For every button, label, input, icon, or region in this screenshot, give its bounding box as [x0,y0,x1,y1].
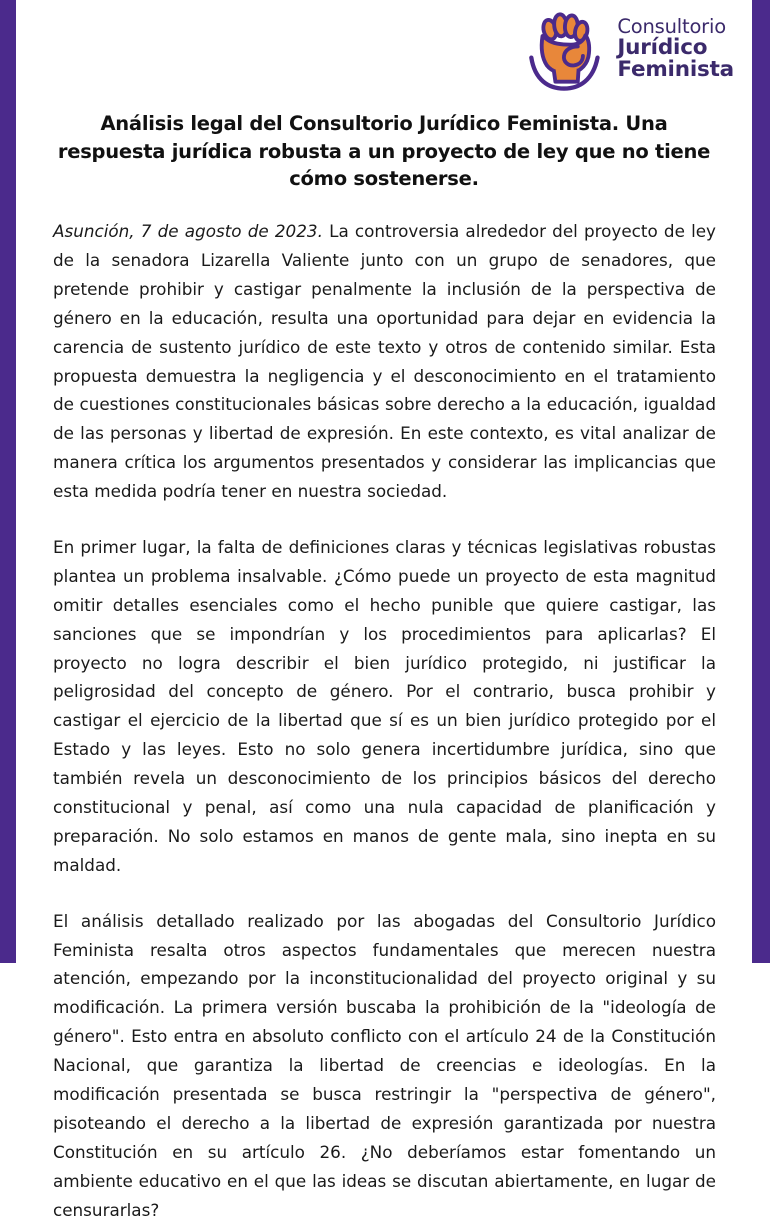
left-purple-rail [0,0,16,963]
right-purple-rail [752,0,770,963]
article-dateline: Asunción, 7 de agosto de 2023. [53,221,323,242]
article-paragraph-3: El análisis detallado realizado por las abogadas del Consultorio Jurídico Feminista resalta otros aspectos fundamentales que merecen nuestra atención, empezando por la inconstitucionalidad del proyecto original y su modificación. La primera versión buscaba la prohibición de la "ideología de género". Esto entra en absoluto conflicto con el artículo 24 de la Constitución Nacional, que garantiza la libertad de creencias e ideologías. En la modificación presentada se busca restringir la "perspectiva de género", pisoteando el derecho a la libertad de expresión garantizada por nuestra Constitución en su artículo 26. ¿No deberíamos estar fomentando un ambiente educativo en el que las ideas se discutan abiertamente, en lugar de censurarlas? [53,910,716,1220]
article-paragraph-1 [53,217,716,506]
logo-word-consultorio: Consultorio [617,15,726,39]
article-paragraph-1-text: La controversia alrededor del proyecto de ley de la senadora Lizarella Valiente junto con un grupo de senadores, que pretende prohibir y castigar penalmente la inclusión de la perspectiva de género en la educación, resulta una oportunidad para dejar en evidencia la carencia de sustento jurídico de este texto y otros de contenido similar. Esta propuesta demuestra la negligencia y el desconocimiento en el tratamiento de cuestiones constitucionales básicas sobre derecho a la educación, igualdad de las personas y libertad de expresión. En este contexto, es vital analizar de manera crítica los argumentos presentados y considerar las implicancias que esta medida podría tener en nuestra sociedad. [53,221,716,502]
logo-wordmark [617,17,734,81]
document-header [16,0,752,100]
article-body [53,217,716,1224]
logo-word-feminista: Feminista [617,56,734,82]
page-content [16,0,752,1220]
article-title: Análisis legal del Consultorio Jurídico Feminista. Una respuesta jurídica robusta a un proyecto de ley que no tiene cómo sostenerse. [57,112,711,191]
raised-fist-icon [521,6,607,92]
organization-logo [521,6,734,92]
logo-word-juridico: Jurídico [617,35,708,61]
article-paragraph-2: En primer lugar, la falta de definiciones claras y técnicas legislativas robustas plantea un problema insalvable. ¿Cómo puede un proyecto de esta magnitud omitir detalles esenciales como el hecho punible que quiere castigar, las sanciones que se impondrían y los procedimientos para aplicarlas? El proyecto no logra describir el bien jurídico protegido, ni justificar la peligrosidad del concepto de género. Por el contrario, busca prohibir y castigar el ejercicio de la libertad que sí es un bien jurídico protegido por el Estado y las leyes. Esto no solo genera incertidumbre jurídica, sino que también revela un desconocimiento de los principios básicos del derecho constitucional y penal, así como una nula capacidad de planificación y preparación. No solo estamos en manos de gente mala, sino inepta en su maldad. [53,536,716,875]
